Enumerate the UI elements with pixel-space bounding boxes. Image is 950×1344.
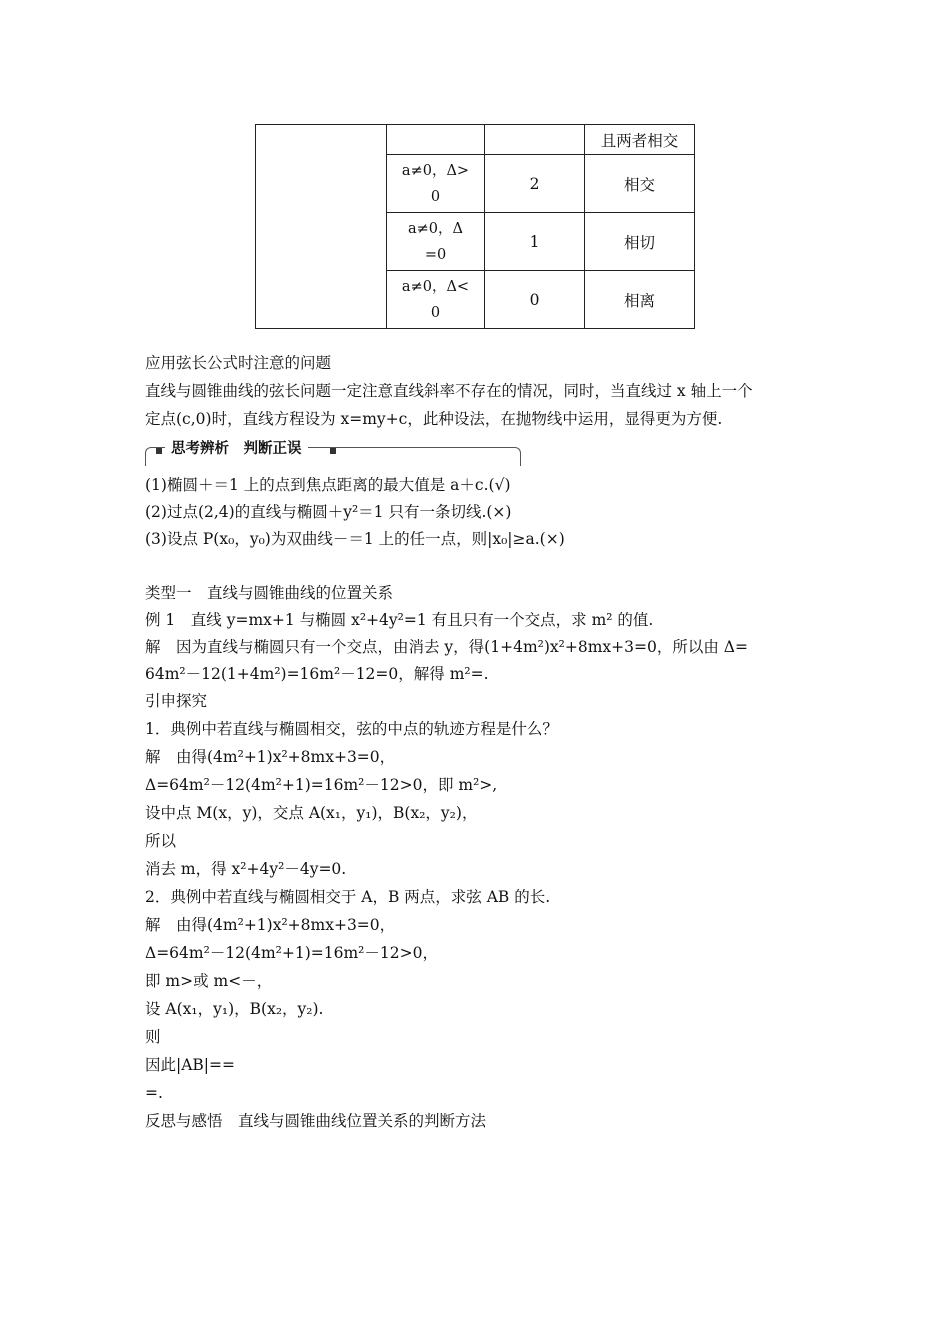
table-cell-condition (387, 155, 485, 213)
table-cell (387, 125, 485, 155)
solution-line: =. (145, 1084, 163, 1102)
box-marker-icon (156, 448, 162, 454)
table-cell-count: 2 (485, 155, 585, 213)
solution-line: 消去 m，得 x²+4y²－4y=0. (145, 860, 347, 878)
solution-line: 解 因为直线与椭圆只有一个交点，由消去 y，得(1+4m²)x²+8mx+3=0，所以由 Δ= (145, 638, 748, 656)
solution-line: 设中点 M(x，y)，交点 A(x₁，y₁)，B(x₂，y₂)， (145, 804, 478, 822)
judgement-item: (2)过点(2,4)的直线与椭圆＋y²＝1 只有一条切线.(×) (145, 503, 512, 521)
box-marker-icon (330, 448, 336, 454)
table-cell: 且两者相交 (585, 125, 695, 155)
table-row (256, 125, 695, 155)
solution-line: 则 (145, 1028, 161, 1046)
judgement-item: (3)设点 P(x₀，y₀)为双曲线－＝1 上的任一点，则|x₀|≥a.(×) (145, 530, 565, 548)
table-cell-condition (387, 271, 485, 329)
reflection-heading: 反思与感悟 直线与圆锥曲线位置关系的判断方法 (145, 1112, 487, 1130)
solution-line: 设 A(x₁，y₁)，B(x₂，y₂). (145, 1000, 324, 1018)
solution-line: Δ=64m²－12(4m²+1)=16m²－12>0，即 m²>, (145, 776, 498, 794)
solution-line: 解 由得(4m²+1)x²+8mx+3=0， (145, 748, 396, 766)
notes-title: 应用弦长公式时注意的问题 (145, 354, 332, 372)
table-cell-condition (387, 213, 485, 271)
condition-line: a≠0，Δ> (401, 162, 470, 179)
solution-line: 即 m>或 m<－， (145, 972, 273, 990)
solution-line: 解 由得(4m²+1)x²+8mx+3=0， (145, 916, 396, 934)
condition-line: a≠0，Δ< (401, 278, 470, 295)
comparison-table (255, 124, 695, 329)
solution-line: 所以 (145, 832, 177, 850)
table-cell-count: 1 (485, 213, 585, 271)
table-cell-count: 0 (485, 271, 585, 329)
table-cell-relation: 相离 (585, 271, 695, 329)
judgement-item: (1)椭圆＋＝1 上的点到焦点距离的最大值是 a＋c.(√) (145, 476, 511, 494)
solution-line: 64m²－12(1+4m²)=16m²－12=0，解得 m²=. (145, 665, 489, 683)
condition-line: a≠0，Δ (408, 220, 463, 237)
condition-line: =0 (424, 246, 447, 263)
example-statement: 例 1 直线 y=mx+1 与椭圆 x²+4y²=1 有且只有一个交点，求 m² 的值. (145, 611, 654, 629)
table-cell-merged (256, 125, 387, 329)
solution-line: 因此|AB|== (145, 1056, 236, 1074)
table-cell-relation: 相切 (585, 213, 695, 271)
think-box-label: 思考辨析 判断正误 (165, 439, 308, 459)
notes-line: 定点(c,0)时，直线方程设为 x=my+c，此种设法，在抛物线中运用，显得更为方便. (145, 410, 723, 428)
condition-line: 0 (430, 304, 441, 321)
notes-line: 直线与圆锥曲线的弦长问题一定注意直线斜率不存在的情况，同时，当直线过 x 轴上一个 (145, 382, 753, 400)
solution-line: Δ=64m²－12(4m²+1)=16m²－12>0， (145, 944, 438, 962)
section-heading: 类型一 直线与圆锥曲线的位置关系 (145, 584, 394, 602)
table-cell-relation: 相交 (585, 155, 695, 213)
question: 1．典例中若直线与椭圆相交，弦的中点的轨迹方程是什么？ (145, 720, 558, 738)
table-cell (485, 125, 585, 155)
question: 2．典例中若直线与椭圆相交于 A，B 两点，求弦 AB 的长. (145, 888, 551, 906)
subheading: 引申探究 (145, 692, 208, 710)
condition-line: 0 (430, 188, 441, 205)
